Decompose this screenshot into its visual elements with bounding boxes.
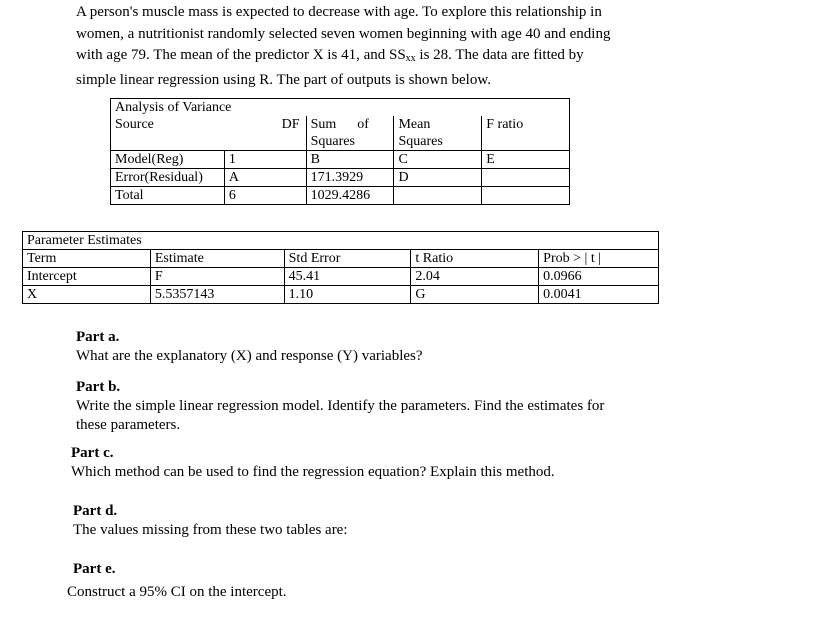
anova-cell-df: 6 bbox=[224, 187, 306, 205]
anova-title: Analysis of Variance bbox=[111, 99, 570, 117]
params-cell-term: Intercept bbox=[23, 268, 151, 286]
part-c bbox=[71, 444, 555, 482]
anova-cell-f bbox=[482, 187, 570, 205]
anova-header-ss bbox=[306, 116, 394, 151]
params-header-row bbox=[23, 250, 659, 268]
params-cell-term: X bbox=[23, 286, 151, 304]
anova-header-row bbox=[111, 116, 570, 151]
params-cell-stderr: 45.41 bbox=[284, 268, 411, 286]
intro-line-1: A person's muscle mass is expected to decrease with age. To explore this relationship in bbox=[76, 4, 602, 20]
anova-header-f: F ratio bbox=[482, 116, 570, 151]
anova-cell-df: A bbox=[224, 169, 306, 187]
ss-subscript: xx bbox=[405, 53, 416, 64]
intro-line-3 bbox=[76, 45, 676, 70]
anova-cell-ss: 171.3929 bbox=[306, 169, 394, 187]
params-cell-t: G bbox=[411, 286, 539, 304]
part-b-body-line-1: Write the simple linear regression model. Identify the parameters. Find the estimates for bbox=[76, 398, 605, 414]
anova-header-ms-1: Mean bbox=[398, 117, 431, 132]
anova-header-ms-2: Squares bbox=[398, 134, 443, 149]
part-e-body-wrap bbox=[67, 583, 287, 602]
params-cell-t: 2.04 bbox=[411, 268, 539, 286]
anova-cell-f bbox=[482, 169, 570, 187]
part-d-heading: Part d. bbox=[73, 503, 118, 519]
intro-line-4: simple linear regression using R. The part of outputs is shown below. bbox=[76, 71, 491, 88]
parameter-estimates-table bbox=[22, 231, 659, 304]
params-header-term: Term bbox=[23, 250, 151, 268]
anova-title-row bbox=[111, 99, 570, 117]
part-e-body: Construct a 95% CI on the intercept. bbox=[67, 584, 287, 600]
part-e-heading-wrap bbox=[73, 560, 115, 579]
anova-cell-df: 1 bbox=[224, 151, 306, 169]
part-d-body: The values missing from these two tables are: bbox=[73, 522, 348, 538]
anova-header-ss-2: Squares bbox=[310, 134, 355, 149]
problem-statement bbox=[76, 2, 676, 91]
params-header-t: t Ratio bbox=[411, 250, 539, 268]
part-a bbox=[76, 328, 423, 366]
anova-header-ss-1: Sum of bbox=[310, 117, 369, 132]
params-cell-estimate: 5.5357143 bbox=[150, 286, 284, 304]
params-header-estimate: Estimate bbox=[150, 250, 284, 268]
intro-line-3-pre: with age 79. The mean of the predictor X is 41, and SS bbox=[76, 47, 406, 63]
anova-header-source: Source bbox=[111, 116, 225, 151]
params-header-stderr: Std Error bbox=[284, 250, 411, 268]
anova-cell-source: Model(Reg) bbox=[111, 151, 225, 169]
anova-cell-ms bbox=[394, 187, 482, 205]
params-title-row bbox=[23, 232, 659, 250]
part-b-body-line-2: these parameters. bbox=[76, 417, 181, 433]
anova-header-df: DF bbox=[224, 116, 306, 151]
anova-cell-ss: 1029.4286 bbox=[306, 187, 394, 205]
params-title: Parameter Estimates bbox=[23, 232, 659, 250]
part-b bbox=[76, 378, 604, 435]
params-cell-p: 0.0966 bbox=[539, 268, 659, 286]
params-header-p: Prob > | t | bbox=[539, 250, 659, 268]
anova-cell-ms: C bbox=[394, 151, 482, 169]
part-c-body: Which method can be used to find the regression equation? Explain this method. bbox=[71, 464, 555, 480]
anova-cell-ss: B bbox=[306, 151, 394, 169]
anova-cell-source: Error(Residual) bbox=[111, 169, 225, 187]
anova-row-total bbox=[111, 187, 570, 205]
intro-line-2: women, a nutritionist randomly selected seven women beginning with age 40 and ending bbox=[76, 25, 611, 42]
anova-cell-f: E bbox=[482, 151, 570, 169]
part-c-heading: Part c. bbox=[71, 445, 114, 461]
anova-row-error bbox=[111, 169, 570, 187]
anova-table bbox=[110, 98, 570, 205]
anova-cell-source: Total bbox=[111, 187, 225, 205]
params-row-x bbox=[23, 286, 659, 304]
params-cell-p: 0.0041 bbox=[539, 286, 659, 304]
anova-cell-ms: D bbox=[394, 169, 482, 187]
anova-row-model bbox=[111, 151, 570, 169]
params-cell-stderr: 1.10 bbox=[284, 286, 411, 304]
intro-line-3-post: is 28. The data are fitted by bbox=[415, 47, 584, 63]
part-d bbox=[73, 502, 348, 540]
anova-header-ms bbox=[394, 116, 482, 151]
params-cell-estimate: F bbox=[150, 268, 284, 286]
part-e-heading: Part e. bbox=[73, 561, 116, 577]
part-a-body: What are the explanatory (X) and response (Y) variables? bbox=[76, 348, 423, 364]
part-b-heading: Part b. bbox=[76, 379, 121, 395]
params-row-intercept bbox=[23, 268, 659, 286]
part-a-heading: Part a. bbox=[76, 329, 120, 345]
